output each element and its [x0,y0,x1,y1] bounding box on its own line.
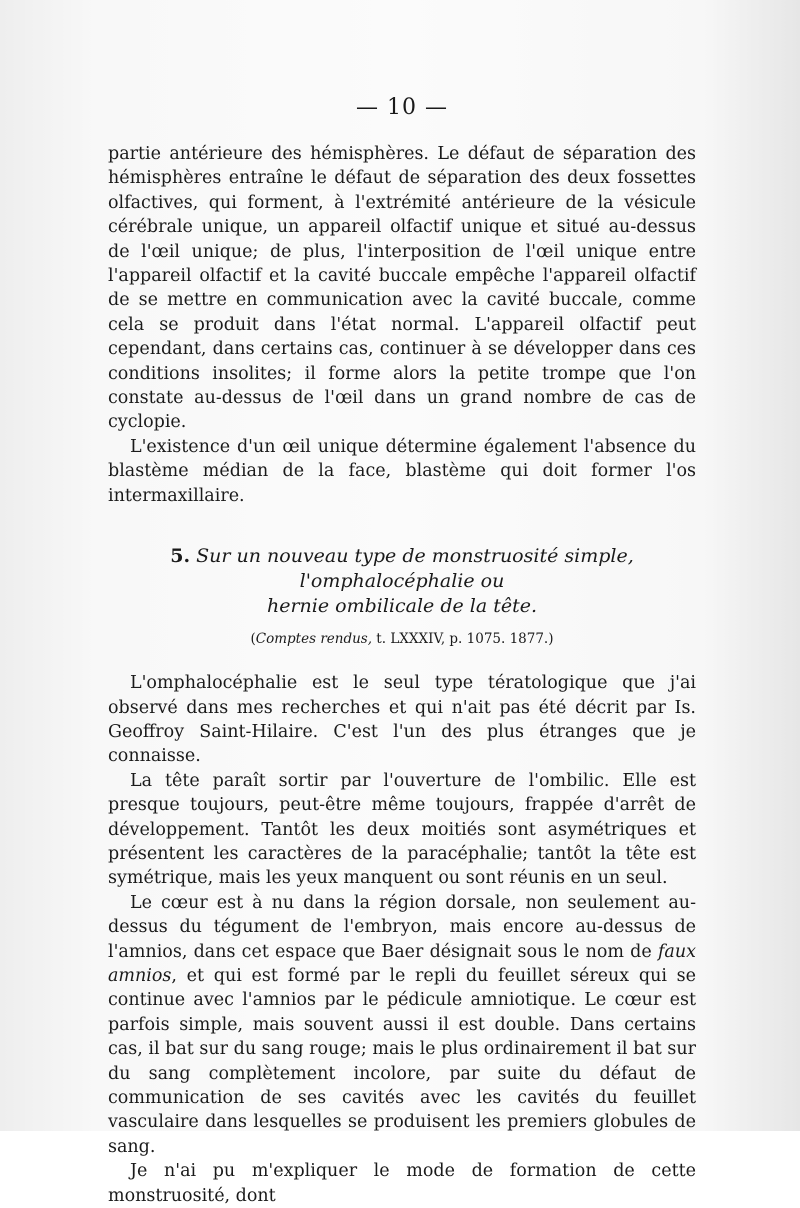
citation-open-paren: ( [250,631,256,648]
text-column [108,95,696,1208]
paragraph-olfactory: partie antérieure des hémisphères. Le défaut de séparation des hémisphères entraîne le défaut de séparation des deux fossettes olfactives, qui forment, à l'extrémité antérieure de la vésicule cérébrale unique, un appareil olfactif unique et situé au-dessus de l'œil unique; de plus, l'interposition de l'œil unique entre l'appareil olfactif et la cavité buccale empêche l'appareil olfactif de se mettre en communication avec la cavité buccale, comme cela se produit dans l'état normal. L'appareil olfactif peut cependant, dans certains cas, continuer à se développer dans ces conditions insolites; il forme alors la petite trompe que l'on constate au-dessus de l'œil dans un grand nombre de cas de cyclopie. [108,144,696,433]
page-number: — 10 — [356,95,448,120]
coeur-text-before: Le cœur est à nu dans la région dorsale, non seulement au-dessus du tégument de l'embryon, mais encore au-dessus de l'amnios, dans cet espace que Baer désignait sous le nom de [108,892,696,962]
faux-amnios-term: faux amnios [108,941,696,986]
citation [108,631,696,647]
paragraph-coeur [108,891,696,1159]
section-title-line1: Sur un nouveau type de monstruosité simple, l'omphalocéphalie ou [196,545,634,593]
paragraph-omphalocephalie: L'omphalocéphalie est le seul type tératologique que j'ai observé dans mes recherches et qui n'ait pas été décrit par Is. Geoffroy Saint-Hilaire. C'est l'un des plus étranges que je connaisse. [108,673,696,767]
paragraph-formation: Je n'ai pu m'expliquer le mode de formation de cette monstruosité, dont [108,1161,696,1206]
paragraph-blasteme: L'existence d'un œil unique détermine également l'absence du blastème médian de la face, blastème qui doit former l'os intermaxillaire. [108,436,696,506]
citation-source: Comptes rendus, [255,631,373,648]
section-title-line2: hernie ombilicale de la tête. [266,595,538,618]
citation-details: t. LXXXIV, p. 1075. 1877.) [372,631,554,648]
section-title [108,544,696,619]
section-number: 5. [170,545,191,568]
coeur-text-after: , et qui est formé par le repli du feuillet séreux qui se continue avec l'amnios par le pédicule amniotique. Le cœur est parfois simple, mais souvent aussi il est double. Dans certains cas, il bat sur du sang rouge; mais le plus ordinairement il bat sur du sang complètement incolore, par suite du défaut de communication de ses cavités avec les cavités du feuillet vasculaire dans lesquelles se produisent les premiers globules de sang. [108,965,696,1157]
paragraph-tete: La tête paraît sortir par l'ouverture de l'ombilic. Elle est presque toujours, peut-être même toujours, frappée d'arrêt de développement. Tantôt les deux moitiés sont asymétriques et présentent les caractères de la paracéphalie; tantôt la tête est symétrique, mais les yeux manquent ou sont réunis en un seul. [108,770,696,889]
